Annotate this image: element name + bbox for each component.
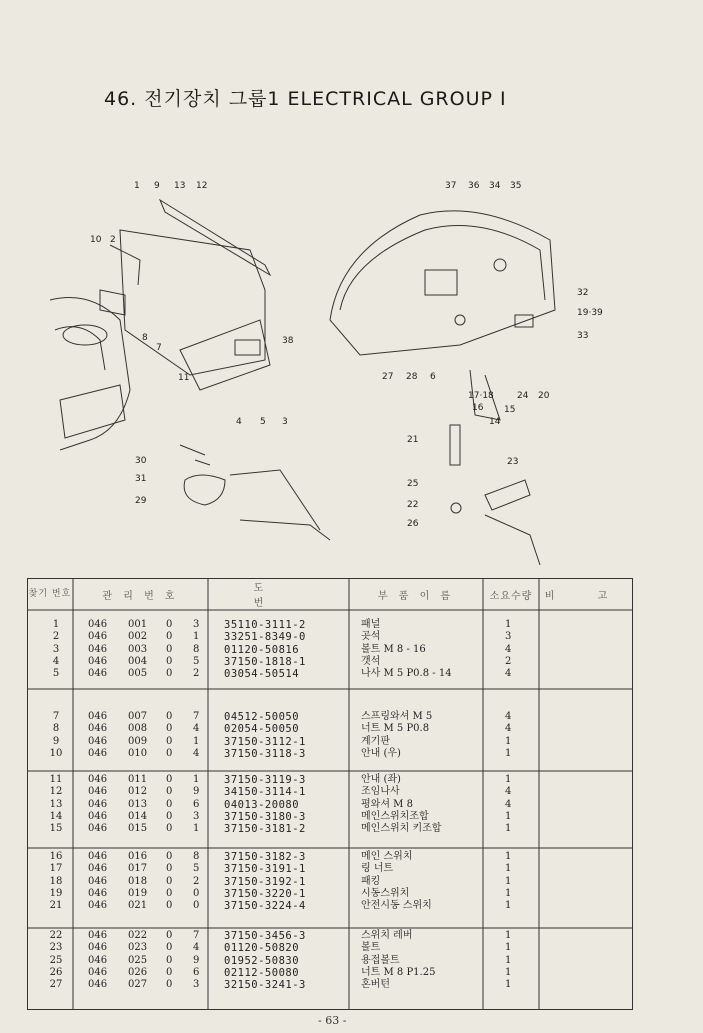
cell-c1: 046	[88, 631, 108, 643]
svg-text:26: 26	[407, 519, 419, 529]
svg-text:20: 20	[538, 391, 550, 401]
cell-no: 8	[52, 723, 60, 735]
cell-name: 너트 M 5 P0.8	[361, 723, 430, 735]
cell-c3: 0	[166, 887, 173, 899]
cell-name: 용접볼트	[361, 954, 400, 966]
cell-c3: 0	[166, 851, 173, 862]
svg-text:28: 28	[406, 372, 418, 382]
page-number: - 63 -	[318, 1014, 347, 1027]
cell-dwg: 04512-50050	[224, 711, 300, 723]
cell-c1: 046	[88, 668, 108, 680]
cell-no: 15	[49, 823, 63, 835]
cell-c3: 0	[166, 735, 173, 747]
cell-c2: 009	[128, 735, 148, 747]
cell-dwg: 37150-3224-4	[224, 900, 306, 913]
cell-c2: 023	[128, 942, 148, 954]
svg-text:34: 34	[489, 181, 501, 191]
cell-qty: 4	[505, 668, 512, 680]
svg-text:31: 31	[135, 474, 147, 484]
cell-no: 14	[49, 810, 63, 822]
page-title: 46. 전기장치 그룹1 ELECTRICAL GROUP Ⅰ	[104, 88, 507, 110]
cell-c4: 8	[193, 851, 200, 862]
cell-c4: 3	[193, 979, 200, 991]
header-part-name: 부 품 이 름	[377, 590, 455, 602]
cell-name: 패킹	[361, 875, 381, 887]
cell-no: 26	[49, 966, 63, 978]
cell-dwg: 02054-50050	[224, 723, 300, 736]
cell-no: 17	[49, 863, 63, 875]
cell-c4: 8	[193, 643, 200, 655]
svg-text:29: 29	[135, 496, 147, 506]
cell-qty: 2	[505, 655, 512, 667]
header-ref-number: 찾기 번호	[28, 589, 72, 599]
cell-no: 4	[52, 655, 60, 667]
cell-c3: 0	[166, 966, 173, 978]
cell-no: 3	[52, 643, 60, 655]
cell-c2: 007	[128, 711, 148, 722]
svg-text:33: 33	[577, 331, 589, 341]
svg-text:25: 25	[407, 479, 419, 489]
cell-c1: 046	[88, 711, 108, 722]
cell-dwg: 01952-50830	[224, 954, 300, 967]
callout-labels	[90, 181, 603, 529]
cell-c4: 3	[193, 619, 200, 630]
cell-c3: 0	[166, 798, 173, 810]
cell-c2: 022	[128, 930, 148, 941]
cell-name: 패널	[361, 619, 381, 630]
cell-name: 조임나사	[361, 786, 400, 798]
cell-c4: 7	[193, 930, 200, 941]
cell-c2: 008	[128, 723, 148, 735]
cell-c2: 003	[128, 643, 148, 655]
cell-c3: 0	[166, 863, 173, 875]
cell-dwg: 35110-3111-2	[224, 619, 306, 631]
cell-c2: 025	[128, 954, 148, 966]
cell-dwg: 37150-3192-1	[224, 875, 306, 888]
cell-c1: 046	[88, 655, 108, 667]
cell-dwg: 37150-3119-3	[224, 774, 306, 786]
cell-c4: 4	[193, 723, 200, 735]
cell-name: 계기판	[361, 735, 390, 747]
cell-c2: 014	[128, 810, 148, 822]
cell-dwg: 01120-50820	[224, 942, 300, 955]
cell-name: 평와셔 M 8	[361, 798, 413, 810]
cell-c4: 4	[193, 942, 200, 954]
cell-name: 안내 (우)	[361, 747, 401, 759]
cell-no: 27	[49, 979, 63, 991]
header-remarks: 비 고	[544, 590, 628, 602]
cell-no: 18	[49, 875, 63, 887]
cell-qty: 4	[505, 643, 512, 655]
cell-no: 23	[49, 942, 63, 954]
cell-c3: 0	[166, 655, 173, 667]
cell-dwg: 37150-3118-3	[224, 747, 306, 760]
cell-name: 볼트 M 8 - 16	[361, 643, 426, 655]
svg-text:27: 27	[382, 372, 394, 382]
cell-c4: 1	[193, 823, 200, 835]
cell-c1: 046	[88, 735, 108, 747]
svg-text:30: 30	[135, 456, 147, 466]
cell-dwg: 37150-3220-1	[224, 887, 306, 900]
cell-dwg: 37150-1818-1	[224, 655, 306, 668]
cell-dwg: 37150-3112-1	[224, 735, 306, 748]
header-control-number: 관 리 번 호	[102, 590, 179, 602]
cell-qty: 1	[505, 900, 512, 912]
cell-c3: 0	[166, 786, 173, 798]
cell-name: 곳석	[361, 631, 381, 643]
svg-text:9: 9	[154, 181, 160, 191]
cell-c1: 046	[88, 786, 108, 798]
cell-qty: 1	[505, 887, 512, 899]
svg-text:15: 15	[504, 405, 516, 415]
cell-c4: 6	[193, 966, 200, 978]
svg-text:37: 37	[445, 181, 457, 191]
cell-qty: 1	[505, 810, 512, 822]
svg-text:2: 2	[110, 235, 116, 245]
cell-c4: 6	[193, 798, 200, 810]
cell-c1: 046	[88, 643, 108, 655]
cell-c2: 026	[128, 966, 148, 978]
cell-c4: 1	[193, 735, 200, 747]
svg-text:22: 22	[407, 500, 419, 510]
cell-c3: 0	[166, 810, 173, 822]
cell-no: 10	[49, 747, 63, 759]
cell-c3: 0	[166, 774, 173, 785]
cell-c1: 046	[88, 900, 108, 912]
cell-c2: 015	[128, 823, 148, 835]
cell-qty: 1	[505, 966, 512, 978]
cell-c4: 1	[193, 631, 200, 643]
cell-qty: 4	[505, 723, 512, 735]
cell-c2: 019	[128, 887, 148, 899]
cell-name: 나사 M 5 P0.8 - 14	[361, 668, 452, 680]
cell-no: 25	[49, 954, 63, 966]
svg-text:7: 7	[156, 343, 162, 353]
cell-name: 안전시동 스위치	[361, 900, 432, 912]
cell-c3: 0	[166, 930, 173, 941]
cell-no: 1	[52, 619, 60, 630]
cell-c2: 018	[128, 875, 148, 887]
svg-text:12: 12	[196, 181, 208, 191]
cell-qty: 4	[505, 798, 512, 810]
cell-c2: 016	[128, 851, 148, 862]
cell-c4: 4	[193, 747, 200, 759]
cell-qty: 1	[505, 930, 512, 941]
cell-c4: 5	[193, 655, 200, 667]
header-quantity: 소요수량	[489, 590, 533, 602]
cell-no: 12	[49, 786, 63, 798]
cell-no: 16	[49, 851, 63, 862]
cell-qty: 1	[505, 851, 512, 862]
cell-dwg: 37150-3191-1	[224, 863, 306, 876]
svg-text:19·39: 19·39	[577, 308, 603, 318]
cell-c4: 9	[193, 786, 200, 798]
cell-no: 22	[49, 930, 63, 941]
cell-c1: 046	[88, 875, 108, 887]
cell-dwg: 37150-3456-3	[224, 930, 306, 942]
cell-c2: 012	[128, 786, 148, 798]
cell-no: 19	[49, 887, 63, 899]
cell-name: 안내 (좌)	[361, 774, 401, 785]
cell-c2: 001	[128, 619, 148, 630]
cell-c3: 0	[166, 823, 173, 835]
svg-text:14: 14	[489, 417, 501, 427]
cell-c2: 005	[128, 668, 148, 680]
cell-c1: 046	[88, 851, 108, 862]
cell-name: 시동스위치	[361, 887, 410, 899]
cell-dwg: 34150-3114-1	[224, 786, 306, 799]
svg-text:11: 11	[178, 373, 190, 383]
svg-text:23: 23	[507, 457, 519, 467]
cell-c1: 046	[88, 798, 108, 810]
svg-text:3: 3	[282, 417, 288, 427]
svg-text:21: 21	[407, 435, 419, 445]
cell-c2: 002	[128, 631, 148, 643]
cell-name: 스프링와셔 M 5	[361, 711, 433, 722]
cell-qty: 1	[505, 619, 512, 630]
cell-name: 메인스위치 키조합	[361, 823, 442, 835]
svg-text:1: 1	[134, 181, 140, 191]
cell-c1: 046	[88, 930, 108, 941]
cell-dwg: 04013-20080	[224, 798, 300, 811]
svg-text:6: 6	[430, 372, 436, 382]
cell-qty: 1	[505, 875, 512, 887]
cell-c1: 046	[88, 810, 108, 822]
svg-text:36: 36	[468, 181, 480, 191]
cell-no: 13	[49, 798, 63, 810]
cell-no: 7	[52, 711, 60, 722]
svg-text:38: 38	[282, 336, 294, 346]
cell-dwg: 01120-50816	[224, 643, 300, 656]
cell-name: 메인스위치조합	[361, 810, 429, 822]
cell-c1: 046	[88, 774, 108, 785]
cell-qty: 1	[505, 954, 512, 966]
svg-text:4: 4	[236, 417, 242, 427]
cell-dwg: 33251-8349-0	[224, 631, 306, 644]
cell-c4: 1	[193, 774, 200, 785]
cell-dwg: 37150-3181-2	[224, 823, 306, 836]
cell-c4: 3	[193, 810, 200, 822]
cell-c3: 0	[166, 942, 173, 954]
svg-text:5: 5	[260, 417, 266, 427]
cell-name: 스위치 레버	[361, 930, 413, 941]
header-drawing-number: 도 번	[253, 583, 304, 609]
cell-dwg: 32150-3241-3	[224, 979, 306, 992]
cell-no: 21	[49, 900, 63, 912]
cell-qty: 1	[505, 823, 512, 835]
cell-c3: 0	[166, 668, 173, 680]
cell-c1: 046	[88, 823, 108, 835]
cell-qty: 4	[505, 786, 512, 798]
cell-dwg: 02112-50080	[224, 966, 300, 979]
cell-c4: 2	[193, 875, 200, 887]
svg-text:24: 24	[517, 391, 529, 401]
cell-qty: 3	[505, 631, 512, 643]
cell-no: 9	[52, 735, 60, 747]
cell-c1: 046	[88, 979, 108, 991]
exploded-parts-diagram	[30, 170, 670, 570]
svg-text:10: 10	[90, 235, 102, 245]
cell-name: 링 너트	[361, 863, 394, 875]
cell-c4: 5	[193, 863, 200, 875]
cell-c1: 046	[88, 966, 108, 978]
cell-c2: 013	[128, 798, 148, 810]
cell-c3: 0	[166, 979, 173, 991]
cell-qty: 1	[505, 735, 512, 747]
cell-c3: 0	[166, 619, 173, 630]
cell-c1: 046	[88, 723, 108, 735]
svg-text:17·18: 17·18	[468, 391, 494, 401]
svg-text:32: 32	[577, 288, 589, 298]
cell-name: 볼트	[361, 942, 381, 954]
cell-c3: 0	[166, 723, 173, 735]
cell-c2: 010	[128, 747, 148, 759]
cell-name: 갯석	[361, 655, 381, 667]
cell-c4: 2	[193, 668, 200, 680]
cell-c2: 027	[128, 979, 148, 991]
cell-dwg: 37150-3182-3	[224, 851, 306, 863]
cell-c1: 046	[88, 954, 108, 966]
cell-c2: 004	[128, 655, 148, 667]
cell-dwg: 03054-50514	[224, 668, 300, 681]
svg-text:13: 13	[174, 181, 186, 191]
cell-qty: 4	[505, 711, 512, 722]
cell-qty: 1	[505, 774, 512, 785]
cell-c1: 046	[88, 887, 108, 899]
cell-c2: 021	[128, 900, 148, 912]
cell-name: 너트 M 8 P1.25	[361, 966, 436, 978]
cell-c1: 046	[88, 942, 108, 954]
cell-c3: 0	[166, 643, 173, 655]
cell-c1: 046	[88, 619, 108, 630]
svg-text:35: 35	[510, 181, 522, 191]
cell-qty: 1	[505, 863, 512, 875]
cell-qty: 1	[505, 979, 512, 991]
cell-no: 11	[49, 774, 63, 785]
cell-c3: 0	[166, 900, 173, 912]
cell-c4: 0	[193, 900, 200, 912]
cell-qty: 1	[505, 747, 512, 759]
cell-c3: 0	[166, 631, 173, 643]
cell-no: 2	[52, 631, 60, 643]
cell-c2: 017	[128, 863, 148, 875]
cell-c3: 0	[166, 711, 173, 722]
cell-c2: 011	[128, 774, 148, 785]
cell-name: 혼버턴	[361, 979, 390, 991]
cell-no: 5	[52, 668, 60, 680]
svg-text:16: 16	[472, 403, 484, 413]
cell-c3: 0	[166, 747, 173, 759]
cell-name: 메인 스위치	[361, 851, 413, 862]
cell-c1: 046	[88, 747, 108, 759]
cell-c1: 046	[88, 863, 108, 875]
cell-dwg: 37150-3180-3	[224, 810, 306, 823]
cell-c4: 7	[193, 711, 200, 722]
svg-text:8: 8	[142, 333, 148, 343]
cell-c3: 0	[166, 954, 173, 966]
cell-c3: 0	[166, 875, 173, 887]
cell-c4: 9	[193, 954, 200, 966]
cell-qty: 1	[505, 942, 512, 954]
cell-c4: 0	[193, 887, 200, 899]
